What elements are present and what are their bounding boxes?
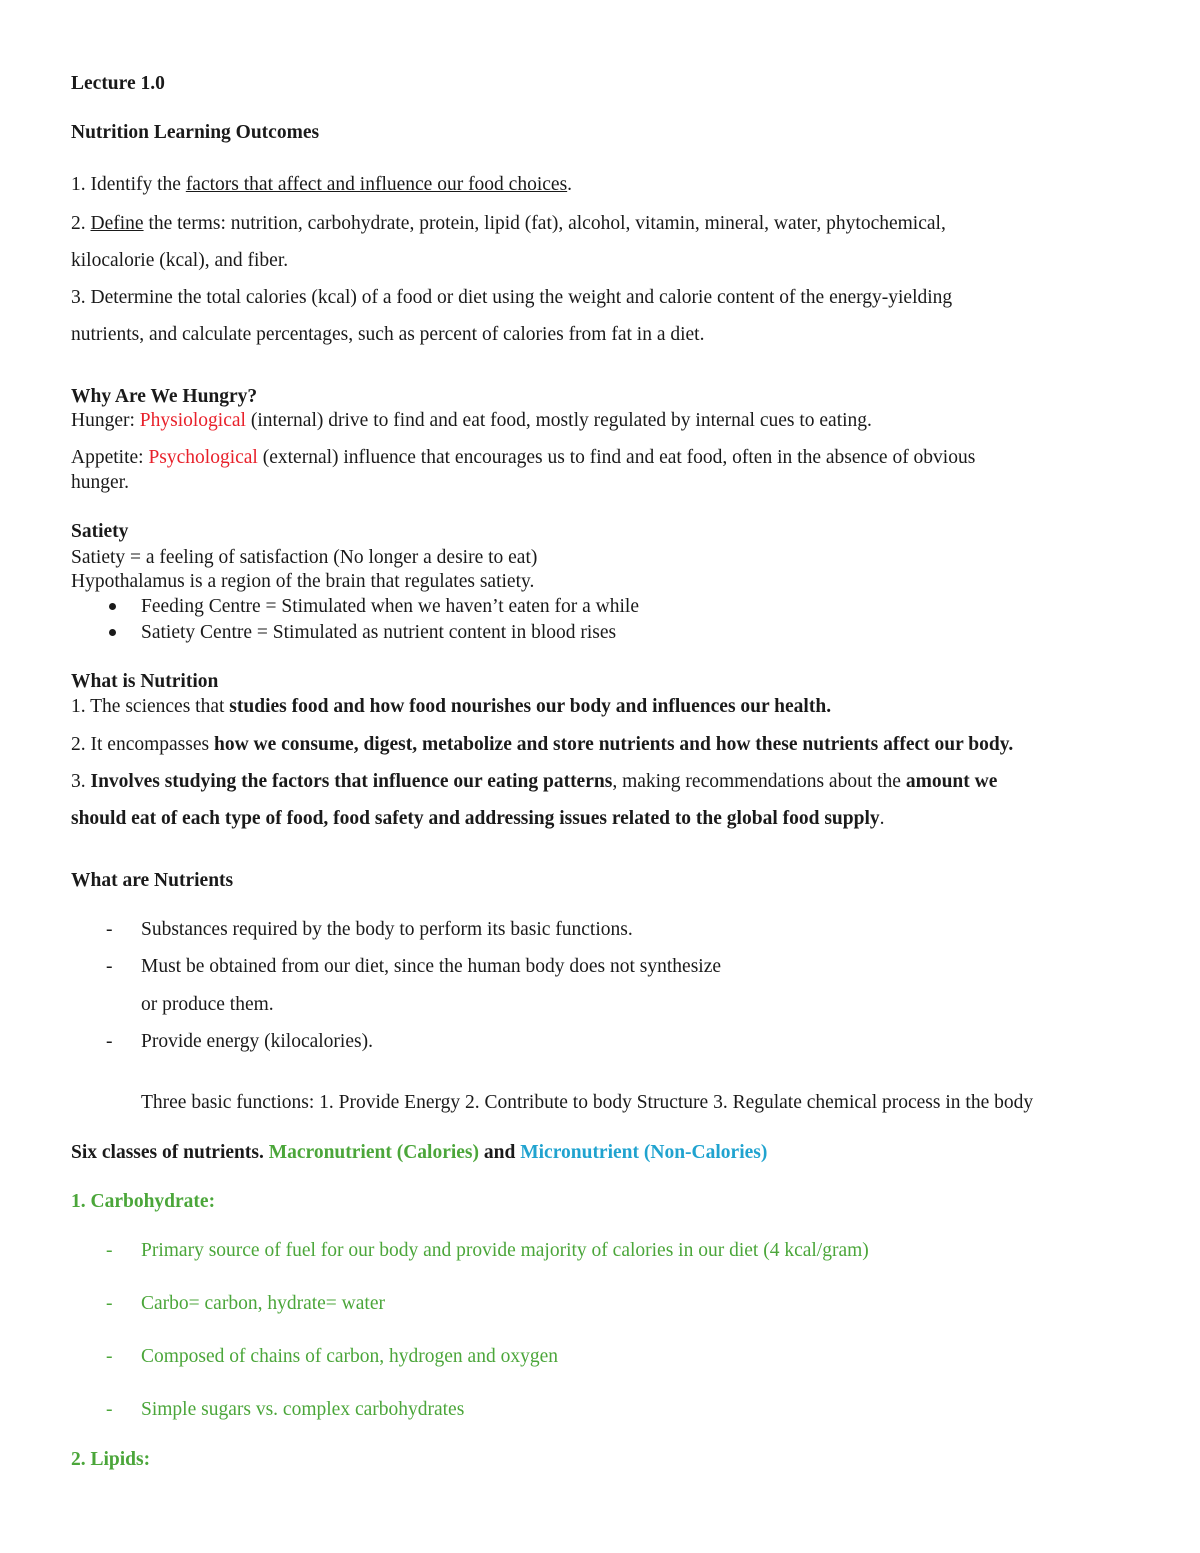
bullet-dash-icon <box>106 1239 120 1263</box>
appetite-text: (external) influence that encourages us to find and eat food, often in the absence of obvious <box>257 447 976 468</box>
carb-item-1: Primary source of fuel for our body and provide majority of calories in our diet (4 kcal/gram) <box>141 1240 869 1261</box>
outcome-1-text: 1. Identify the <box>71 174 186 195</box>
six-classes-and: and <box>479 1142 521 1163</box>
nutrition-heading: What is Nutrition <box>71 671 219 692</box>
lecture-title: Lecture 1.0 <box>71 73 165 94</box>
nutrition-point-2-bold: how we consume, digest, metabolize and store nutrients and how these nutrients affect our body. <box>213 734 1014 755</box>
bullet-dash-icon <box>106 1030 120 1054</box>
carb-item-3: Composed of chains of carbon, hydrogen and oxygen <box>141 1346 558 1367</box>
satiety-heading: Satiety <box>71 521 129 542</box>
nutrients-item-3: Provide energy (kilocalories). <box>141 1031 373 1052</box>
basic-functions: Three basic functions: 1. Provide Energy 2. Contribute to body Structure 3. Regulate chemical process in the body <box>141 1092 1034 1113</box>
bullet-dash-icon <box>106 1398 120 1422</box>
outcome-1-underlined: factors that affect and influence our food choices <box>185 174 568 195</box>
carb-item-4: Simple sugars vs. complex carbohydrates <box>141 1399 465 1420</box>
hypothalamus-text: Hypothalamus is a region of the brain that regulates satiety. <box>71 571 535 592</box>
satiety-bullet-satiety: Satiety Centre = Stimulated as nutrient content in blood rises <box>141 622 617 643</box>
carb-item-2: Carbo= carbon, hydrate= water <box>141 1293 385 1314</box>
bullet-dash-icon <box>106 918 120 942</box>
hungry-heading: Why Are We Hungry? <box>71 386 258 407</box>
nutrition-point-1-text: 1. The sciences that <box>71 696 230 717</box>
nutrition-point-1-bold: studies food and how food nourishes our body and influences our health. <box>229 696 832 717</box>
outcome-2-underlined: Define <box>90 213 144 234</box>
nutrition-point-3-period: . <box>879 808 885 829</box>
appetite-continued: hunger. <box>71 472 129 493</box>
bullet-dash-icon <box>106 1292 120 1316</box>
bullet-dot-icon <box>106 595 120 619</box>
outcome-3-line2: nutrients, and calculate percentages, such as percent of calories from fat in a diet. <box>71 324 705 345</box>
nutrition-point-1 <box>71 695 831 719</box>
nutrition-point-3-bold: Involves studying the factors that influence our eating patterns <box>90 771 613 792</box>
nutrition-point-3-bold-end: amount we <box>905 771 998 792</box>
outcome-3-line1: 3. Determine the total calories (kcal) of a food or diet using the weight and calorie content of the energy-yielding <box>71 287 953 308</box>
bullet-dash-icon <box>106 1345 120 1369</box>
outcome-2-continued: kilocalorie (kcal), and fiber. <box>71 250 289 271</box>
hunger-definition <box>71 409 872 433</box>
outcome-2-text: the terms: nutrition, carbohydrate, protein, lipid (fat), alcohol, vitamin, mineral, water, phytochemical, <box>143 213 946 234</box>
bullet-dot-icon <box>106 621 120 645</box>
outcome-1 <box>71 173 572 197</box>
appetite-term: Psychological <box>148 447 258 468</box>
nutrition-point-2-text: 2. It encompasses <box>71 734 214 755</box>
satiety-bullet-feeding: Feeding Centre = Stimulated when we haven’t eaten for a while <box>141 596 639 617</box>
outcome-1-end: . <box>567 174 573 195</box>
six-classes <box>71 1141 767 1165</box>
nutrition-point-3 <box>71 770 997 794</box>
nutrition-point-3-bold-cont: should eat of each type of food, food safety and addressing issues related to the global food supply <box>71 808 880 829</box>
nutrition-point-3-text: , making recommendations about the <box>612 771 906 792</box>
macronutrient-label: Macronutrient (Calories) <box>268 1142 480 1163</box>
nutrition-point-2 <box>71 733 1013 757</box>
appetite-definition <box>71 446 975 470</box>
micronutrient-label: Micronutrient (Non-Calories) <box>520 1142 768 1163</box>
outcome-2-number: 2. <box>71 213 91 234</box>
appetite-label: Appetite: <box>71 447 149 468</box>
nutrients-item-1: Substances required by the body to perform its basic functions. <box>141 919 633 940</box>
six-classes-text: Six classes of nutrients. <box>71 1142 269 1163</box>
hunger-label: Hunger: <box>71 410 140 431</box>
outcome-2 <box>71 212 946 236</box>
nutrients-item-2: Must be obtained from our diet, since the human body does not synthesize <box>141 956 722 977</box>
bullet-dash-icon <box>106 955 120 979</box>
nutrients-item-2-continued: or produce them. <box>141 994 274 1015</box>
nutrition-point-3-continued <box>71 807 885 831</box>
nutrition-point-3-number: 3. <box>71 771 91 792</box>
satiety-definition: Satiety = a feeling of satisfaction (No longer a desire to eat) <box>71 547 538 568</box>
carbohydrate-heading: 1. Carbohydrate: <box>71 1191 216 1212</box>
lipids-heading: 2. Lipids: <box>71 1449 151 1470</box>
hunger-term: Physiological <box>139 410 246 431</box>
hunger-text: (internal) drive to find and eat food, mostly regulated by internal cues to eating. <box>245 410 872 431</box>
outcomes-heading: Nutrition Learning Outcomes <box>71 122 320 143</box>
nutrients-heading: What are Nutrients <box>71 870 234 891</box>
